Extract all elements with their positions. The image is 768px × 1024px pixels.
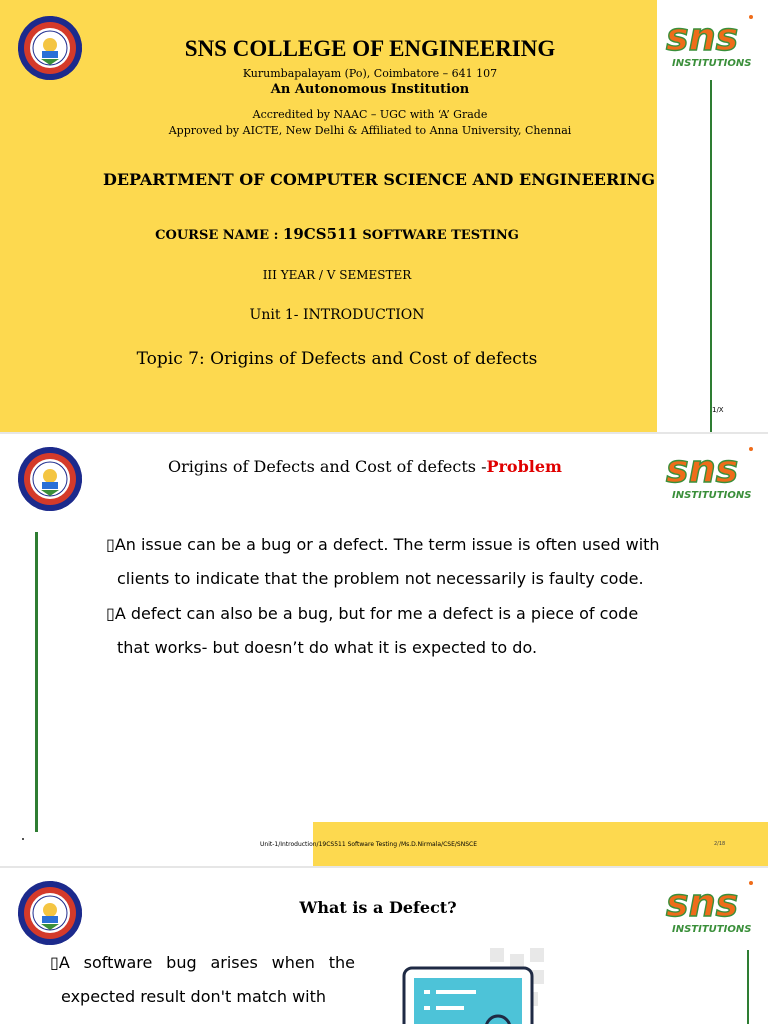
title-slide	[0, 0, 768, 432]
unit-title: Unit 1- INTRODUCTION	[249, 307, 425, 323]
logo-subtext: INSTITUTIONS	[672, 490, 752, 501]
college-address: Kurumbapalayam (Po), Coimbatore – 641 107	[242, 67, 498, 80]
course-name	[0, 225, 674, 243]
footer-text: Unit-1/Introduction/19CS511 Software Testing /Ms.D.Nirmala/CSE/SNSCE	[260, 841, 477, 848]
green-vertical-line	[710, 80, 712, 432]
sns-institutions-logo-icon	[664, 878, 754, 938]
list-item: ▯An issue can be a bug or a defect. The term issue is often used with clients to indicate that the problem not necessarily is faulty code.	[106, 535, 660, 589]
sns-institutions-logo-icon	[664, 12, 754, 72]
sns-institutions-logo-icon	[664, 444, 754, 504]
slide-title-highlight: Problem	[486, 457, 562, 476]
logo-subtext: INSTITUTIONS	[672, 924, 752, 935]
department-name: DEPARTMENT OF COMPUTER SCIENCE AND ENGINEERING	[102, 170, 656, 189]
list-item: ▯A defect can also be a bug, but for me a defect is a piece of code that works- but doesn’t do what it is expected to do.	[106, 603, 639, 658]
approval-line: Approved by AICTE, New Delhi & Affiliated to Anna University, Chennai	[168, 124, 572, 137]
logo-subtext: INSTITUTIONS	[672, 58, 752, 69]
autonomous-label: An Autonomous Institution	[270, 82, 470, 97]
slide-title: What is a Defect?	[299, 898, 457, 917]
accreditation-line: Accredited by NAAC – UGC with ‘A’ Grade	[252, 108, 488, 121]
defect-slide	[0, 868, 768, 1024]
course-prefix: COURSE NAME :	[155, 228, 283, 243]
green-vertical-line	[747, 950, 749, 1024]
bullet-list	[50, 946, 355, 1014]
page-number: 1/X	[712, 406, 724, 414]
logo-text: sns	[666, 881, 739, 925]
course-code: 19CS511	[282, 225, 358, 243]
green-vertical-line	[35, 532, 38, 832]
document-illustration-icon	[380, 948, 570, 1024]
topic-title: Topic 7: Origins of Defects and Cost of defects	[136, 349, 538, 369]
college-name: SNS COLLEGE OF ENGINEERING	[184, 36, 556, 61]
problem-slide	[0, 434, 768, 866]
logo-text: sns	[666, 15, 739, 59]
course-title: SOFTWARE TESTING	[357, 228, 519, 243]
slide-title	[168, 457, 562, 476]
bullet-list	[106, 528, 666, 666]
slide-title-text: Origins of Defects and Cost of defects -	[168, 457, 487, 476]
list-item: ▯A software bug arises when the expected result don't match with	[50, 953, 355, 1006]
year-semester: III YEAR / V SEMESTER	[262, 268, 412, 282]
page-number: 2/18	[714, 841, 726, 847]
logo-text: sns	[666, 447, 739, 491]
college-seal-icon	[17, 446, 83, 512]
dot-marker	[22, 838, 24, 840]
